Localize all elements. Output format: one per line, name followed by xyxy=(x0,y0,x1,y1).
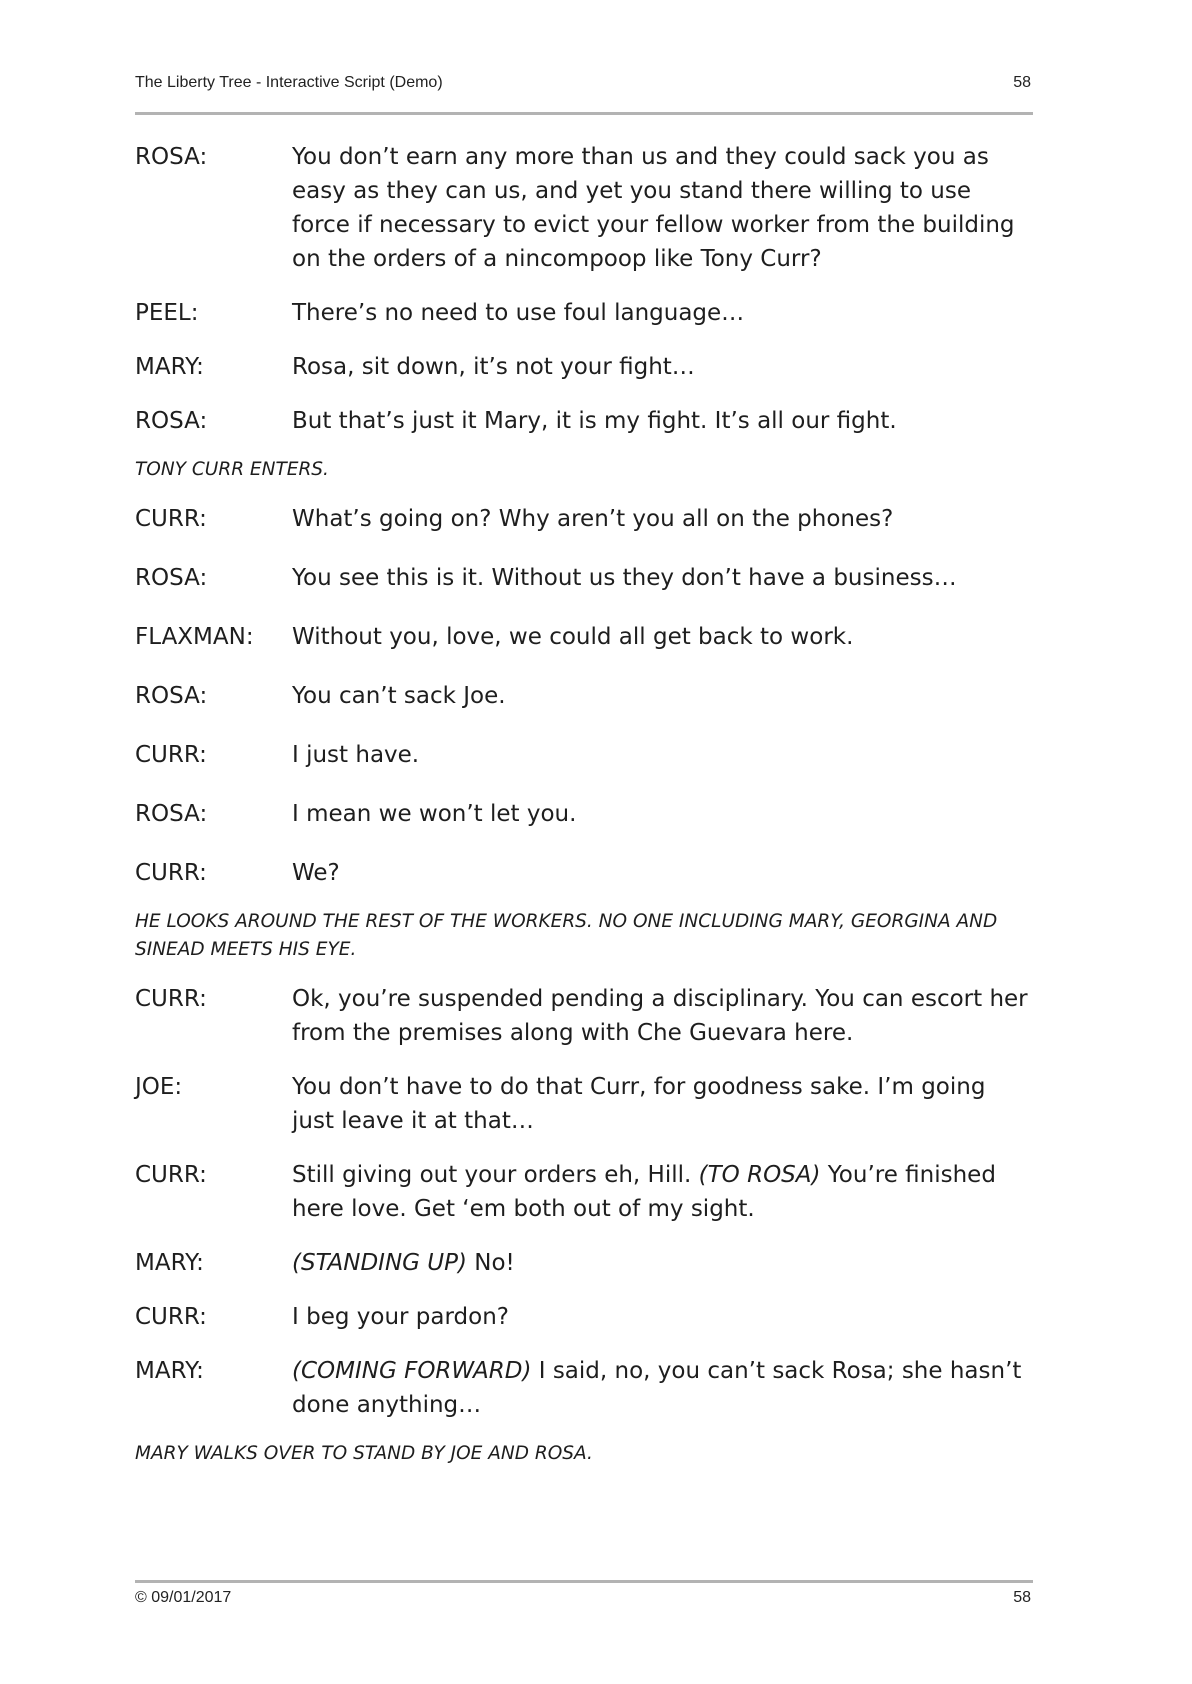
parenthetical: (STANDING UP) xyxy=(292,1250,467,1276)
speaker-name: ROSA: xyxy=(135,144,208,170)
footer-page-number: 58 xyxy=(1013,1589,1031,1606)
dialogue-line xyxy=(135,1070,1031,1138)
speaker-name: FLAXMAN: xyxy=(135,624,254,650)
dialogue-text: You can’t sack Joe. xyxy=(292,683,506,709)
dialogue-text: I beg your pardon? xyxy=(292,1304,509,1330)
dialogue-line xyxy=(135,738,1031,772)
page-footer xyxy=(135,1589,1031,1611)
dialogue-line xyxy=(135,502,1031,536)
dialogue-text-part: I said, no, you can’t sack Rosa; she hasn’t done anything… xyxy=(292,1358,1022,1418)
dialogue-line xyxy=(135,982,1031,1050)
dialogue-text xyxy=(292,1354,1031,1422)
dialogue-text: Rosa, sit down, it’s not your fight… xyxy=(292,354,695,380)
script-body xyxy=(135,140,1031,1468)
dialogue-line xyxy=(135,679,1031,713)
speaker-name: JOE: xyxy=(135,1074,183,1100)
stage-direction: TONY CURR ENTERS. xyxy=(135,459,329,480)
dialogue-line xyxy=(135,404,1031,438)
dialogue-text: I just have. xyxy=(292,742,420,768)
dialogue-line xyxy=(135,1158,1031,1226)
dialogue-text: But that’s just it Mary, it is my fight. It’s all our fight. xyxy=(292,408,897,434)
dialogue-text xyxy=(292,1158,1031,1226)
dialogue-text: We? xyxy=(292,860,340,886)
dialogue-text: There’s no need to use foul language… xyxy=(292,300,745,326)
speaker-name: ROSA: xyxy=(135,801,208,827)
dialogue-text: I mean we won’t let you. xyxy=(292,801,577,827)
dialogue-text xyxy=(292,1246,1031,1280)
dialogue-line xyxy=(135,561,1031,595)
dialogue-text: Ok, you’re suspended pending a disciplinary. You can escort her from the premises along with Che Guevara here. xyxy=(292,986,1028,1046)
dialogue-text-part: Still giving out your orders eh, Hill. xyxy=(292,1162,692,1188)
dialogue-line xyxy=(135,620,1031,654)
speaker-name: ROSA: xyxy=(135,565,208,591)
copyright-date: © 09/01/2017 xyxy=(135,1589,232,1606)
speaker-name: ROSA: xyxy=(135,408,208,434)
header-page-number: 58 xyxy=(1013,74,1031,91)
speaker-name: MARY: xyxy=(135,1250,204,1276)
speaker-name: CURR: xyxy=(135,1304,207,1330)
speaker-name: ROSA: xyxy=(135,683,208,709)
dialogue-line xyxy=(135,1300,1031,1334)
dialogue-line xyxy=(135,797,1031,831)
dialogue-line xyxy=(135,140,1031,276)
dialogue-line xyxy=(135,856,1031,890)
parenthetical: (COMING FORWARD) xyxy=(292,1358,532,1384)
stage-direction: HE LOOKS AROUND THE REST OF THE WORKERS. NO ONE INCLUDING MARY, GEORGINA AND SINEAD MEETS HIS EYE. xyxy=(135,911,998,960)
dialogue-text-part: You’re finished here love. Get ‘em both out of my sight. xyxy=(292,1162,996,1222)
page-header xyxy=(135,74,1031,96)
dialogue-line xyxy=(135,350,1031,384)
dialogue-line xyxy=(135,1354,1031,1422)
dialogue-text: You don’t earn any more than us and they could sack you as easy as they can us, and yet you stand there willing to use force if necessary to evict your fellow worker from the building on the orders of a nincompoop like Tony Curr? xyxy=(292,144,1015,272)
speaker-name: MARY: xyxy=(135,1358,204,1384)
speaker-name: CURR: xyxy=(135,860,207,886)
parenthetical: (TO ROSA) xyxy=(698,1162,821,1188)
speaker-name: CURR: xyxy=(135,506,207,532)
dialogue-line xyxy=(135,296,1031,330)
dialogue-text: You don’t have to do that Curr, for goodness sake. I’m going just leave it at that… xyxy=(292,1074,986,1134)
header-divider xyxy=(135,112,1033,115)
speaker-name: MARY: xyxy=(135,354,204,380)
speaker-name: CURR: xyxy=(135,742,207,768)
dialogue-line xyxy=(135,1246,1031,1280)
speaker-name: CURR: xyxy=(135,1162,207,1188)
dialogue-text: You see this is it. Without us they don’t have a business… xyxy=(292,565,957,591)
document-title: The Liberty Tree - Interactive Script (Demo) xyxy=(135,74,443,91)
speaker-name: PEEL: xyxy=(135,300,199,326)
footer-divider xyxy=(135,1580,1033,1583)
speaker-name: CURR: xyxy=(135,986,207,1012)
dialogue-text-part: No! xyxy=(474,1250,515,1276)
dialogue-text: Without you, love, we could all get back to work. xyxy=(292,624,854,650)
dialogue-text: What’s going on? Why aren’t you all on the phones? xyxy=(292,506,894,532)
stage-direction: MARY WALKS OVER TO STAND BY JOE AND ROSA. xyxy=(135,1443,593,1464)
